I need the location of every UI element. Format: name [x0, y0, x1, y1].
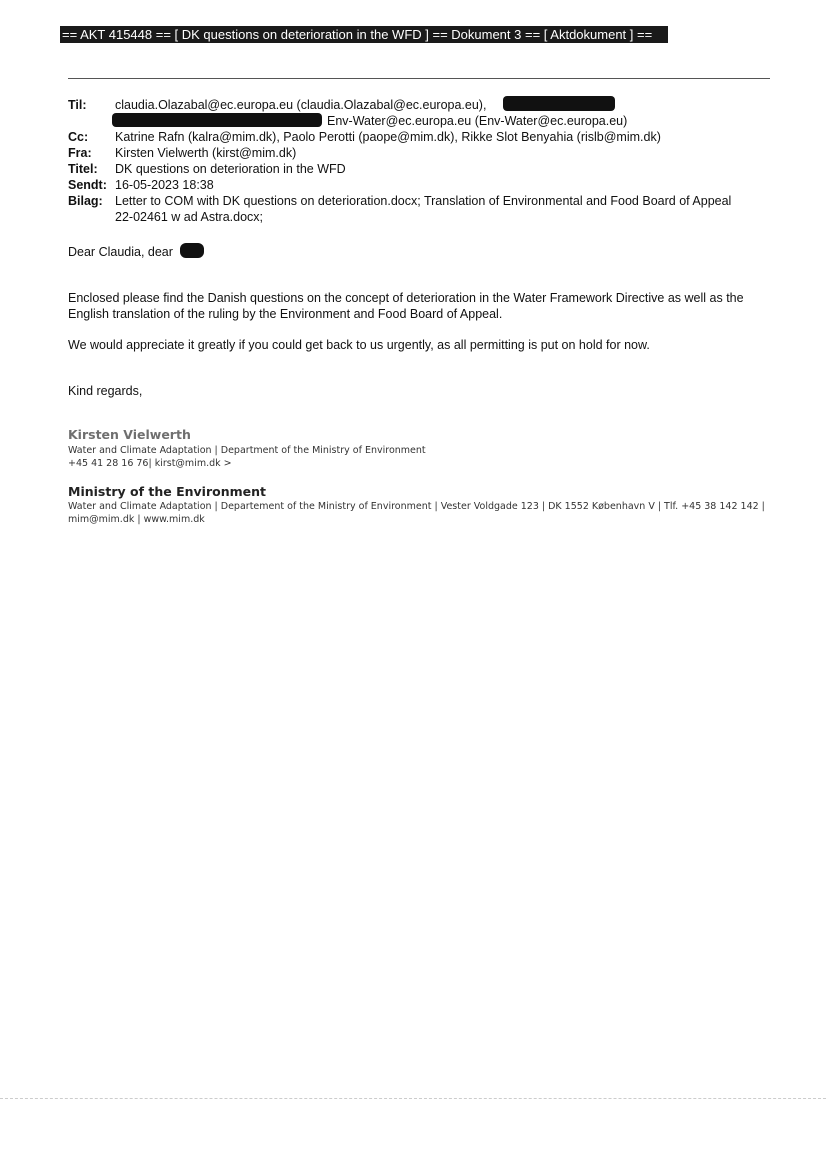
attachments-label: Bilag: [68, 194, 103, 208]
signature-department: Water and Climate Adaptation | Department of the Ministry of Environment [68, 445, 426, 456]
closing: Kind regards, [68, 384, 143, 398]
to-value-line1: claudia.Olazabal@ec.europa.eu (claudia.Olazabal@ec.europa.eu), [115, 98, 487, 112]
header-divider [68, 78, 770, 79]
sent-value: 16-05-2023 18:38 [115, 178, 214, 192]
to-row [68, 97, 486, 113]
page-footer-line [0, 1098, 826, 1099]
title-label: Titel: [68, 162, 98, 176]
to-label: Til: [68, 98, 87, 112]
cc-value: Katrine Rafn (kalra@mim.dk), Paolo Perotti (paope@mim.dk), Rikke Slot Benyahia (rislb@mim.dk) [115, 130, 661, 144]
cc-row [68, 129, 661, 145]
title-row [68, 161, 346, 177]
greeting-text: Dear Claudia, dear [68, 245, 173, 259]
title-value: DK questions on deterioration in the WFD [115, 162, 346, 176]
redaction-box [112, 113, 322, 127]
sent-label: Sendt: [68, 178, 107, 192]
from-label: Fra: [68, 146, 92, 160]
signature-contact: +45 41 28 16 76| kirst@mim.dk > [68, 458, 232, 469]
organization-web: mim@mim.dk | www.mim.dk [68, 514, 205, 525]
attachments-value-line1: Letter to COM with DK questions on deterioration.docx; Translation of Environmental and Food Board of Appeal [115, 194, 732, 208]
sent-row [68, 177, 214, 193]
to-value-line2: Env-Water@ec.europa.eu (Env-Water@ec.europa.eu) [327, 114, 628, 128]
body-paragraph-1: Enclosed please find the Danish questions on the concept of deterioration in the Water Framework Directive as well as the English translation of the ruling by the Environment and Food Board of Appeal. [68, 291, 744, 321]
greeting [68, 244, 768, 260]
from-row [68, 145, 296, 161]
attachments-value-line2: 22-02461 w ad Astra.docx; [115, 210, 264, 224]
document-banner: == AKT 415448 == [ DK questions on deterioration in the WFD ] == Dokument 3 == [ Aktdokument ] == [60, 26, 668, 43]
redaction-box [503, 96, 615, 111]
organization-address: Water and Climate Adaptation | Departement of the Ministry of Environment | Vester Voldgade 123 | DK 1552 København V | Tlf. +45 38 142 142 | [68, 501, 765, 512]
cc-label: Cc: [68, 130, 89, 144]
signature-organization: Ministry of the Environment [68, 484, 266, 499]
from-value: Kirsten Vielwerth (kirst@mim.dk) [115, 146, 297, 160]
body-paragraph-2: We would appreciate it greatly if you could get back to us urgently, as all permitting is put on hold for now. [68, 338, 650, 352]
redaction-box [180, 243, 204, 258]
signature-name: Kirsten Vielwerth [68, 427, 191, 442]
attachments-row [68, 193, 731, 209]
